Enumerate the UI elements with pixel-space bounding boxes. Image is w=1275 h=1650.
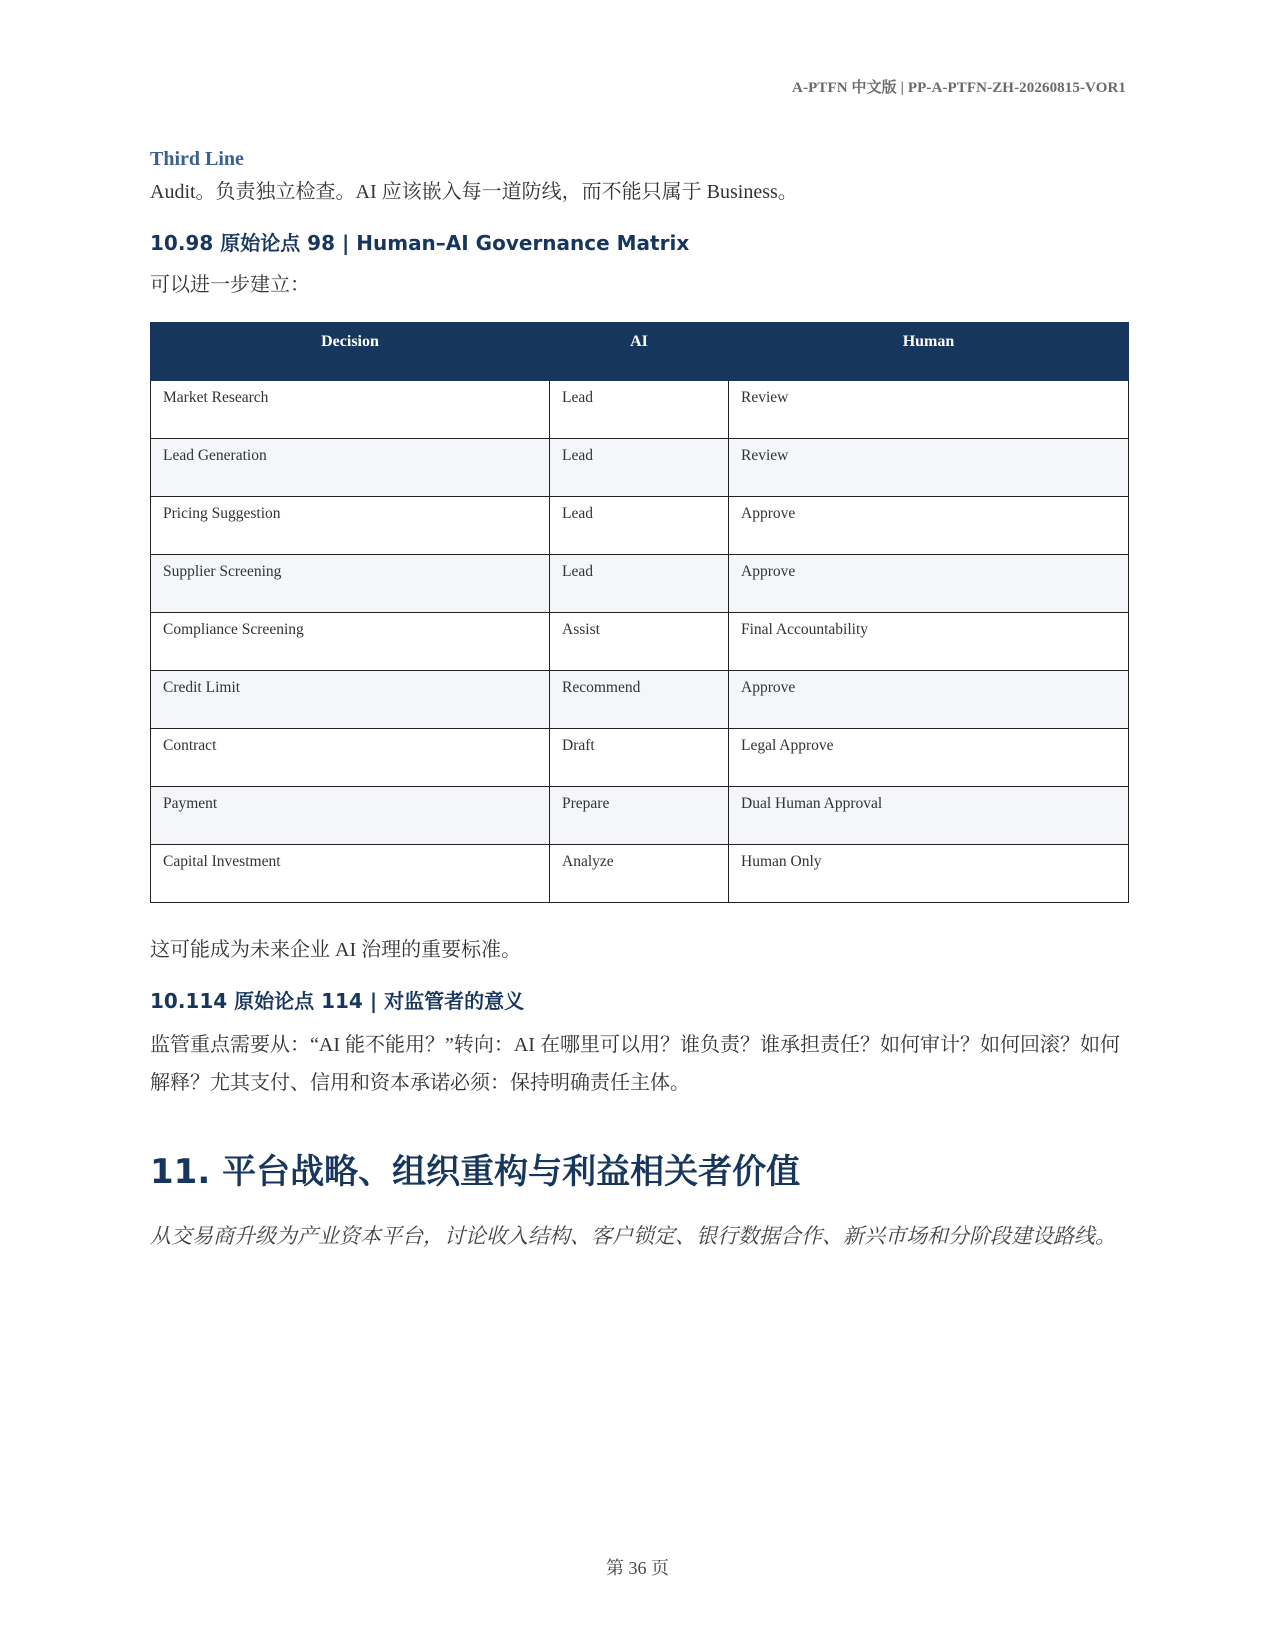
table-row [151,671,1129,729]
third-line-text: Audit。负责独立检查。AI 应该嵌入每一道防线，而不能只属于 Business。 [150,181,798,203]
human-cell: Human Only [729,845,1129,903]
section-114-heading: 10.114 原始论点 114 | 对监管者的意义 [150,989,525,1013]
column-header-human: Human [729,323,1129,381]
page-number: 第 36 页 [606,1558,669,1578]
table-row [151,439,1129,497]
human-cell: Final Accountability [729,613,1129,671]
ai-cell: Analyze [550,845,729,903]
page-content [150,148,1128,1255]
ai-cell: Assist [550,613,729,671]
ai-cell: Lead [550,497,729,555]
decision-cell: Compliance Screening [151,613,550,671]
decision-cell: Contract [151,729,550,787]
governance-matrix-table [150,322,1129,903]
decision-cell: Capital Investment [151,845,550,903]
ai-cell: Lead [550,439,729,497]
human-cell: Review [729,381,1129,439]
table-row [151,613,1129,671]
human-cell: Approve [729,555,1129,613]
human-cell: Dual Human Approval [729,787,1129,845]
ai-cell: Prepare [550,787,729,845]
table-row [151,729,1129,787]
table-row [151,555,1129,613]
human-cell: Approve [729,497,1129,555]
section-98-intro: 可以进一步建立： [150,274,310,296]
table-header-row [151,323,1129,381]
table-row [151,845,1129,903]
document-header: A-PTFN 中文版 | PP-A-PTFN-ZH-20260815-VOR1 [792,80,1126,96]
decision-cell: Market Research [151,381,550,439]
section-98-heading: 10.98 原始论点 98 | Human–AI Governance Matrix [150,231,690,255]
human-cell: Legal Approve [729,729,1129,787]
third-line-title: Third Line [150,148,244,170]
decision-cell: Supplier Screening [151,555,550,613]
column-header-decision: Decision [151,323,550,381]
decision-cell: Lead Generation [151,439,550,497]
ai-cell: Lead [550,381,729,439]
decision-cell: Credit Limit [151,671,550,729]
ai-cell: Draft [550,729,729,787]
decision-cell: Payment [151,787,550,845]
table-row [151,497,1129,555]
table-row [151,787,1129,845]
human-cell: Review [729,439,1129,497]
section-114-text: 监管重点需要从：“AI 能不能用？”转向：AI 在哪里可以用？谁负责？谁承担责任？如何审计？如何回滚？如何解释？尤其支付、信用和资本承诺必须：保持明确责任主体。 [150,1034,1120,1094]
ai-cell: Recommend [550,671,729,729]
chapter-11-heading: 11. 平台战略、组织重构与利益相关者价值 [150,1152,801,1192]
table-row [151,381,1129,439]
decision-cell: Pricing Suggestion [151,497,550,555]
after-table-text: 这可能成为未来企业 AI 治理的重要标准。 [150,939,522,961]
chapter-11-subtitle: 从交易商升级为产业资本平台，讨论收入结构、客户锁定、银行数据合作、新兴市场和分阶段建设路线。 [150,1224,1116,1248]
human-cell: Approve [729,671,1129,729]
ai-cell: Lead [550,555,729,613]
column-header-ai: AI [550,323,729,381]
